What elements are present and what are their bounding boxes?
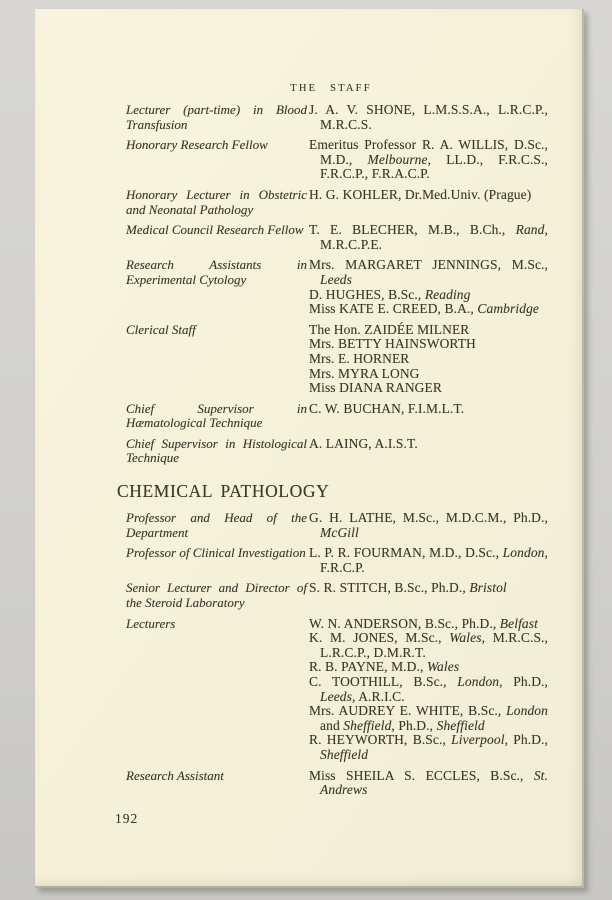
person-entry — [309, 675, 548, 704]
role-label: Senior Lecturer and Director of the Steroid Laboratory — [126, 580, 307, 611]
person-list — [309, 188, 548, 217]
person-text: Miss SHEILA S. ECCLES, B.Sc., — [309, 767, 534, 783]
person-entry — [309, 617, 548, 632]
place-name: Sheffield — [436, 717, 485, 733]
staff-entry — [114, 402, 548, 431]
person-list — [309, 323, 548, 396]
person-text: C. W. BUCHAN, F.I.M.L.T. — [309, 400, 465, 416]
person-entry — [309, 352, 548, 367]
section-title: CHEMICAL PATHOLOGY — [117, 481, 330, 502]
person-text: L. P. R. FOURMAN, M.D., D.Sc., — [309, 545, 503, 561]
place-name: Liverpool — [451, 732, 505, 748]
person-text: G. H. LATHE, M.Sc., M.D.C.M., Ph.D., — [309, 510, 548, 526]
role-label: Honorary Lecturer in Obstetric and Neonatal Pathology — [126, 186, 307, 217]
person-text: Miss DIANA RANGER — [309, 380, 442, 396]
page-number: 192 — [115, 811, 139, 826]
place-name: Rand — [515, 222, 545, 238]
place-name: Leeds — [320, 688, 352, 704]
person-text: Mrs. MYRA LONG — [309, 365, 420, 381]
staff-entry — [114, 511, 548, 540]
person-text: D. HUGHES, B.Sc., — [309, 286, 425, 302]
person-text: C. TOOTHILL, B.Sc., — [309, 674, 458, 689]
staff-entry — [114, 103, 548, 132]
person-entry — [309, 631, 548, 660]
place-name: London — [457, 674, 500, 689]
staff-entry — [114, 546, 548, 575]
person-text: , Ph.D., — [504, 732, 549, 748]
person-text: and — [320, 717, 344, 733]
place-name: London — [506, 703, 548, 719]
person-list — [309, 138, 548, 182]
person-text: , F.R.C.P. — [320, 545, 548, 575]
person-text: , Ph.D., — [391, 717, 437, 733]
person-entry — [309, 258, 548, 287]
staff-entry — [114, 581, 548, 610]
place-name: Cambridge — [477, 301, 540, 317]
staff-directory — [114, 103, 548, 804]
person-entry — [309, 581, 548, 596]
person-text: , M.R.C.S., L.R.C.P., D.M.R.T. — [320, 630, 549, 660]
person-text: Mrs. MARGARET JENNINGS, M.Sc., — [309, 257, 548, 273]
person-list — [309, 581, 548, 610]
person-entry — [309, 188, 548, 203]
staff-entry — [114, 437, 548, 466]
person-text: , LL.D., F.R.C.S., F.R.C.P., F.R.A.C.P. — [320, 151, 548, 182]
person-entry — [309, 288, 548, 303]
role-label: Clerical Staff — [126, 321, 196, 337]
person-list — [309, 258, 548, 316]
person-text: Mrs. E. HORNER — [309, 350, 410, 366]
person-entry — [309, 511, 548, 540]
person-text: R. HEYWORTH, B.Sc., — [309, 732, 452, 748]
place-name: Reading — [424, 286, 471, 302]
person-text: J. A. V. SHONE, L.M.S.S.A., L.R.C.P., M.R.C.S. — [309, 102, 548, 132]
person-text: Miss KATE E. CREED, B.A., — [309, 301, 478, 317]
role-label: Research Assistants in Experimental Cytology — [126, 257, 307, 287]
role-label: Lecturers — [126, 615, 176, 631]
person-text: W. N. ANDERSON, B.Sc., Ph.D., — [309, 615, 500, 631]
person-text: , A.R.I.C. — [352, 688, 405, 704]
role-label: Chief Supervisor in Histological Technique — [126, 435, 307, 466]
person-text: K. M. JONES, M.Sc., — [309, 630, 450, 646]
staff-entry — [114, 223, 548, 252]
person-text: The Hon. ZAIDÉE MILNER — [309, 321, 470, 337]
person-entry — [309, 337, 548, 352]
place-name: Bristol — [469, 580, 507, 596]
place-name: Sheffield — [343, 717, 392, 733]
person-list — [309, 546, 548, 575]
person-text: Emeritus Professor R. A. WILLIS, D.Sc., M.D., — [309, 137, 548, 167]
person-text: R. B. PAYNE, M.D., — [309, 659, 427, 675]
place-name: Sheffield — [320, 746, 369, 762]
person-text: A. LAING, A.I.S.T. — [309, 435, 418, 451]
place-name: Belfast — [499, 615, 538, 631]
person-entry — [309, 437, 548, 452]
place-name: McGill — [320, 524, 359, 540]
person-list — [309, 769, 548, 798]
role-label: Lecturer (part-time) in Blood Transfusion — [126, 102, 307, 132]
role-label: Research Assistant — [126, 767, 224, 783]
place-name: London — [502, 545, 545, 561]
person-text: H. G. KOHLER, Dr.Med.Univ. (Prague) — [309, 186, 532, 202]
person-list — [309, 402, 548, 431]
person-list — [309, 617, 548, 763]
staff-entry — [114, 769, 548, 798]
staff-entry — [114, 188, 548, 217]
place-name: Melbourne — [367, 151, 428, 167]
person-text: , Ph.D., — [499, 674, 548, 689]
place-name: Wales — [449, 630, 482, 646]
place-name: St. Andrews — [320, 767, 548, 798]
staff-entry — [114, 323, 548, 396]
person-list — [309, 223, 548, 252]
running-head: THE STAFF — [290, 83, 372, 94]
person-entry — [309, 733, 548, 762]
person-list — [309, 103, 548, 132]
book-page — [35, 9, 584, 888]
person-entry — [309, 660, 548, 675]
person-entry — [309, 138, 548, 182]
person-entry — [309, 769, 548, 798]
person-text: S. R. STITCH, B.Sc., Ph.D., — [309, 580, 470, 596]
person-text: Mrs. BETTY HAINSWORTH — [309, 336, 476, 352]
person-entry — [309, 223, 548, 252]
place-name: Wales — [426, 659, 460, 675]
person-entry — [309, 302, 548, 317]
person-entry — [309, 402, 548, 417]
staff-entry — [114, 258, 548, 316]
role-label: Professor of Clinical Investigation — [126, 545, 306, 561]
person-entry — [309, 546, 548, 575]
staff-entry — [114, 617, 548, 763]
role-label: Honorary Research Fellow — [126, 137, 268, 153]
person-text: T. E. BLECHER, M.B., B.Ch., — [309, 222, 516, 238]
person-entry — [309, 381, 548, 396]
role-label: Professor and Head of the Department — [126, 510, 307, 540]
person-list — [309, 437, 548, 466]
person-entry — [309, 704, 548, 733]
role-label: Medical Council Research Fellow — [126, 222, 304, 238]
person-entry — [309, 323, 548, 338]
person-entry — [309, 367, 548, 382]
person-entry — [309, 103, 548, 132]
person-text: , M.R.C.P.E. — [320, 222, 548, 252]
role-label: Chief Supervisor in Hæmatological Technique — [126, 400, 307, 431]
person-text: Mrs. AUDREY E. WHITE, B.Sc., — [309, 703, 507, 719]
person-list — [309, 511, 548, 540]
staff-entry — [114, 138, 548, 182]
place-name: Leeds — [320, 271, 352, 287]
